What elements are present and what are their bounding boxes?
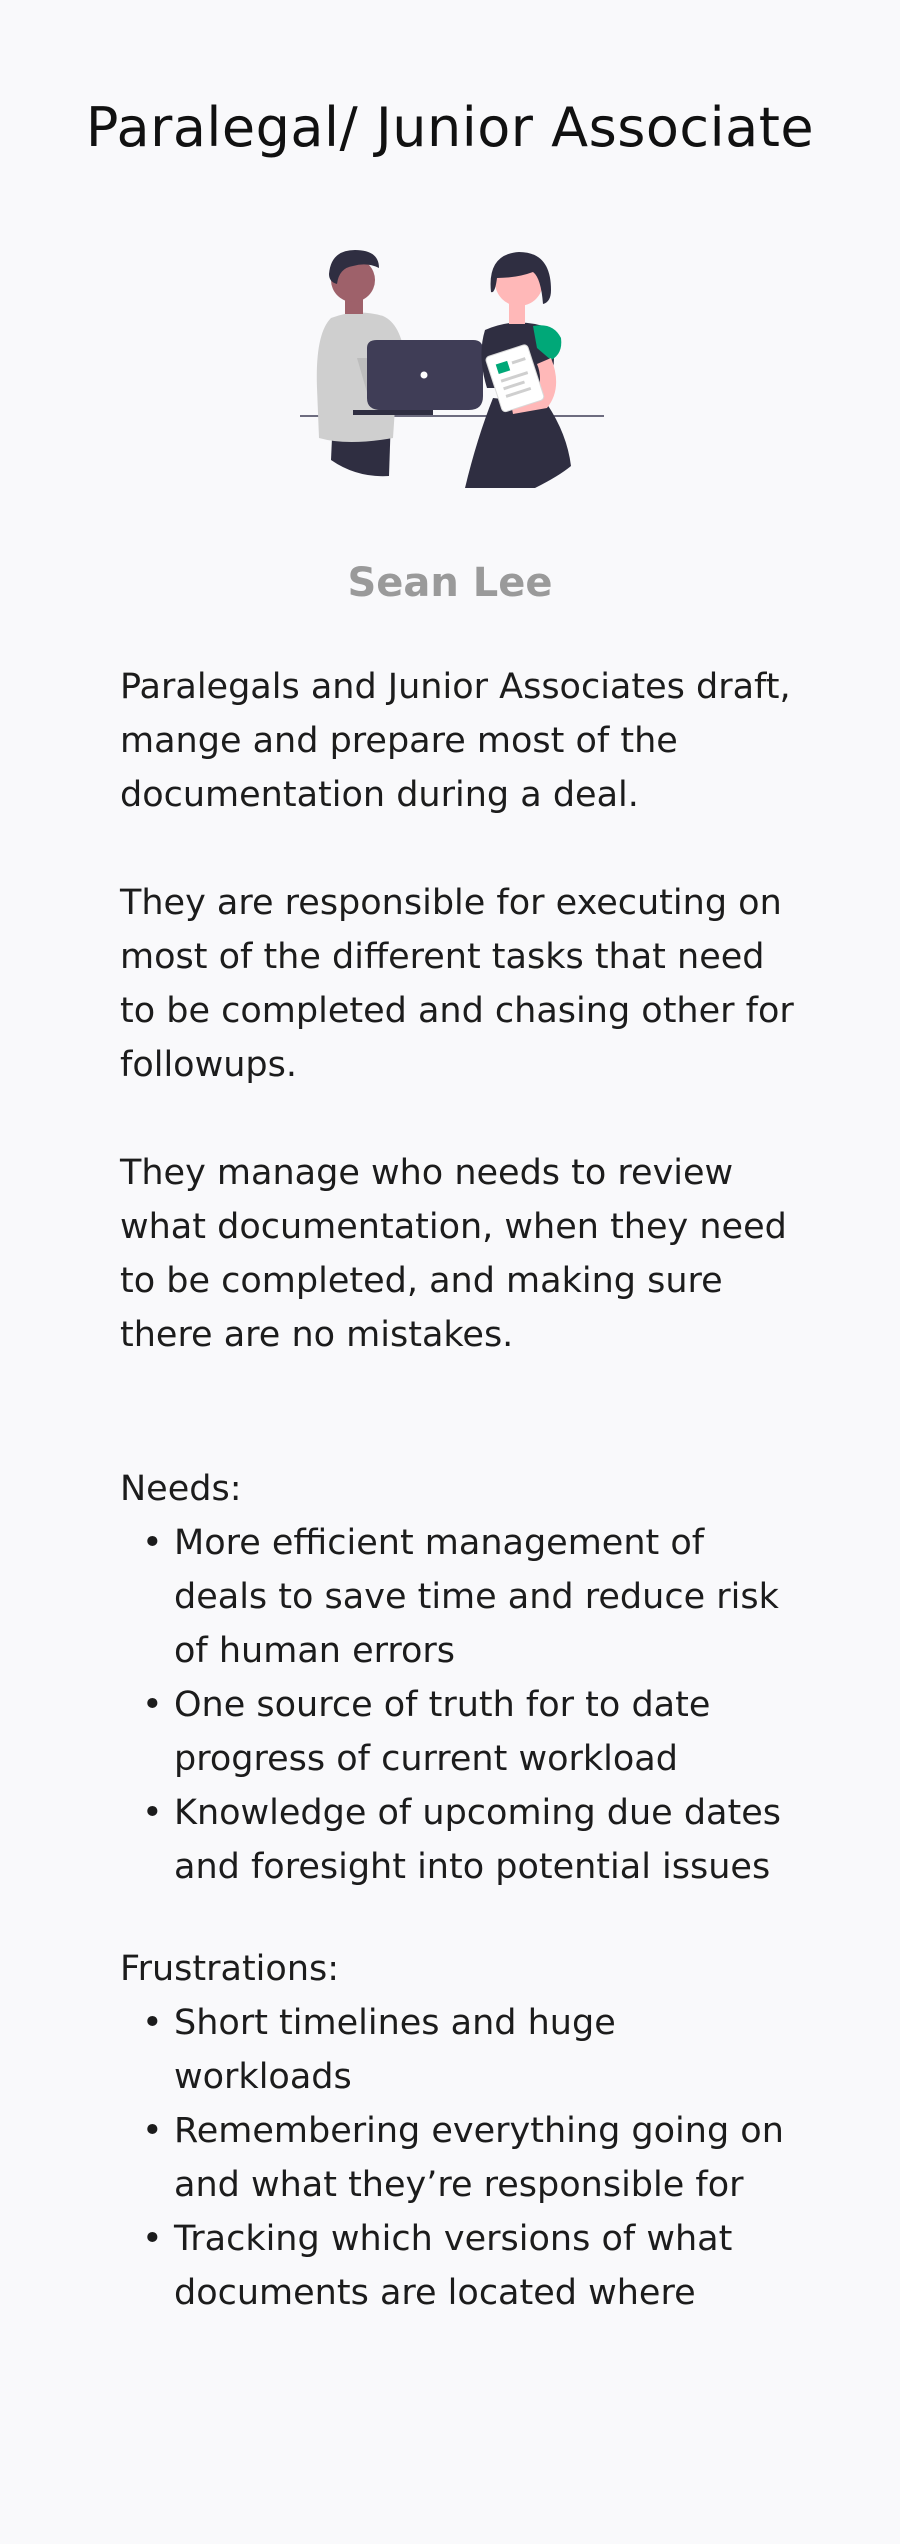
frustrations-list (120, 1996, 800, 2320)
list-item: • More efficient management of deals to save time and reduce risk of human errors (120, 1516, 800, 1678)
page-title: Paralegal/ Junior Associate (85, 96, 815, 159)
list-item: • Short timelines and huge workloads (120, 1996, 800, 2104)
list-item: • One source of truth for to date progress of current workload (120, 1678, 800, 1786)
list-item: • Tracking which versions of what documents are located where (120, 2212, 800, 2320)
persona-name: Sean Lee (347, 560, 553, 606)
needs-heading: Needs: (120, 1469, 242, 1509)
description-paragraph: They are responsible for executing on most of the different tasks that need to be completed and chasing other for followups. (120, 883, 794, 1085)
needs-list (120, 1516, 800, 1894)
two-people-laptop-illustration (297, 238, 607, 488)
list-item: • Knowledge of upcoming due dates and foresight into potential issues (120, 1786, 800, 1894)
list-item: • Remembering everything going on and what they’re responsible for (120, 2104, 800, 2212)
persona-content (120, 660, 800, 2320)
frustrations-heading: Frustrations: (120, 1949, 340, 1989)
description-paragraph: Paralegals and Junior Associates draft, mange and prepare most of the documentation during a deal. (120, 667, 791, 815)
description-paragraph: They manage who needs to review what documentation, when they need to be completed, and making sure there are no mistakes. (120, 1153, 787, 1355)
